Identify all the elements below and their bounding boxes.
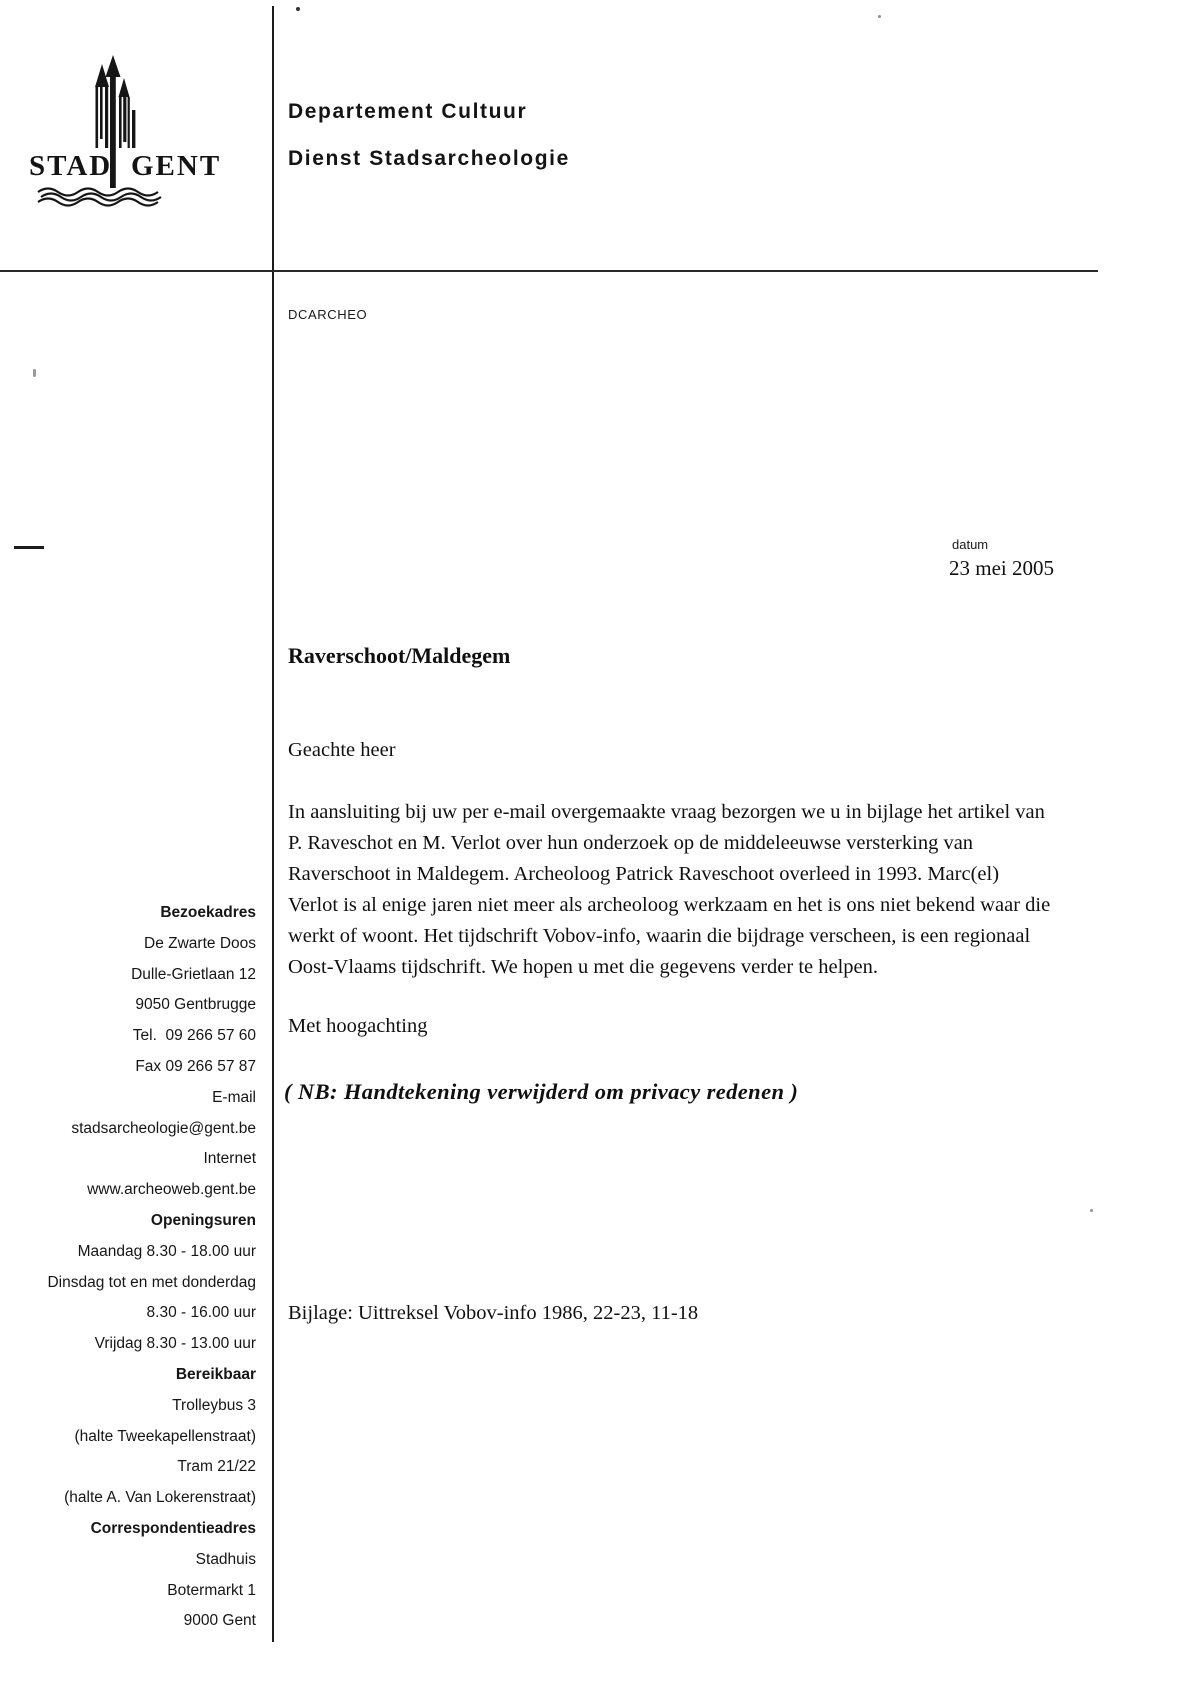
- sidebar-line: Bezoekadres: [160, 904, 256, 921]
- signature-privacy-note: ( NB: Handtekening verwijderd om privacy redenen ): [284, 1079, 799, 1104]
- sidebar-line: Dulle-Grietlaan 12: [131, 965, 256, 983]
- margin-fold-mark: [14, 546, 44, 549]
- logo-wordmark: [29, 150, 221, 182]
- body-line: In aansluiting bij uw per e-mail overgemaakte vraag bezorgen we u in bijlage het artikel van: [288, 801, 1045, 823]
- sidebar-line: 9000 Gent: [183, 1612, 256, 1630]
- sidebar-line: Bereikbaar: [175, 1365, 256, 1383]
- horizontal-divider-line: [0, 270, 1098, 272]
- date-value: 23 mei 2005: [949, 556, 1054, 580]
- service-title: Dienst Stadsarcheologie: [288, 147, 570, 170]
- contact-info-sidebar: [0, 898, 256, 1637]
- closing-line: Met hoogachting: [288, 1015, 428, 1037]
- sidebar-line: Fax 09 266 57 87: [135, 1057, 256, 1075]
- sidebar-line: Tel. 09 266 57 60: [132, 1027, 256, 1045]
- logo-stad-text: STAD: [29, 150, 113, 182]
- sidebar-line: Openingsuren: [150, 1211, 256, 1229]
- sidebar-line: Botermarkt 1: [167, 1581, 256, 1599]
- waves-icon: [38, 189, 161, 206]
- sidebar-line: Trolleybus 3: [172, 1396, 256, 1414]
- body-line: Oost-Vlaams tijdschrift. We hopen u met die gegevens verder te helpen.: [288, 956, 879, 978]
- body-line: P. Raveschot en M. Verlot over hun onderzoek op de middeleeuwse versterking van: [288, 832, 974, 854]
- scan-speck: [296, 7, 300, 11]
- date-label: datum: [952, 537, 989, 552]
- sidebar-line: Maandag 8.30 - 18.00 uur: [77, 1242, 256, 1260]
- sidebar-line: 8.30 - 16.00 uur: [146, 1304, 256, 1322]
- body-paragraph: [288, 797, 1088, 983]
- body-line: Raverschoot in Maldegem. Archeoloog Patrick Raveschoot overleed in 1993. Marc(el): [288, 863, 1000, 885]
- scan-speck: [33, 369, 36, 377]
- sidebar-line: Internet: [203, 1150, 256, 1168]
- salutation: Geachte heer: [288, 739, 396, 761]
- scan-speck: [878, 15, 881, 18]
- reference-code: DCARCHEO: [288, 307, 368, 322]
- department-title: Departement Cultuur: [288, 100, 528, 123]
- sidebar-line: (halte Tweekapellenstraat): [74, 1427, 256, 1445]
- sidebar-line: Dinsdag tot en met donderdag: [47, 1273, 256, 1291]
- vertical-divider-line: [272, 6, 274, 1642]
- sidebar-line: Correspondentieadres: [90, 1519, 256, 1537]
- sidebar-line: www.archeoweb.gent.be: [87, 1181, 256, 1199]
- sidebar-line: Stadhuis: [195, 1550, 256, 1568]
- sidebar-line: 9050 Gentbrugge: [135, 996, 256, 1014]
- sidebar-line: E-mail: [212, 1088, 256, 1106]
- subject-line: Raverschoot/Maldegem: [288, 643, 511, 668]
- sidebar-line: Tram 21/22: [177, 1458, 256, 1476]
- logo-gent-text: GENT: [131, 150, 222, 182]
- sidebar-line: De Zwarte Doos: [144, 934, 256, 952]
- body-line: werkt of woont. Het tijdschrift Vobov-info, waarin die bijdrage verscheen, is een regionaal: [288, 925, 1031, 947]
- body-line: Verlot is al enige jaren niet meer als archeoloog werkzaam en het is ons niet bekend waar die: [288, 894, 1051, 916]
- sidebar-line: stadsarcheologie@gent.be: [71, 1119, 256, 1137]
- scan-speck: [1090, 1209, 1093, 1212]
- sidebar-line: (halte A. Van Lokerenstraat): [64, 1489, 256, 1507]
- sidebar-line: Vrijdag 8.30 - 13.00 uur: [94, 1335, 256, 1353]
- stad-gent-logo: [28, 50, 228, 208]
- stad-gent-logo-graphic: [28, 50, 228, 208]
- attachment-line: Bijlage: Uittreksel Vobov-info 1986, 22-23, 11-18: [288, 1302, 699, 1324]
